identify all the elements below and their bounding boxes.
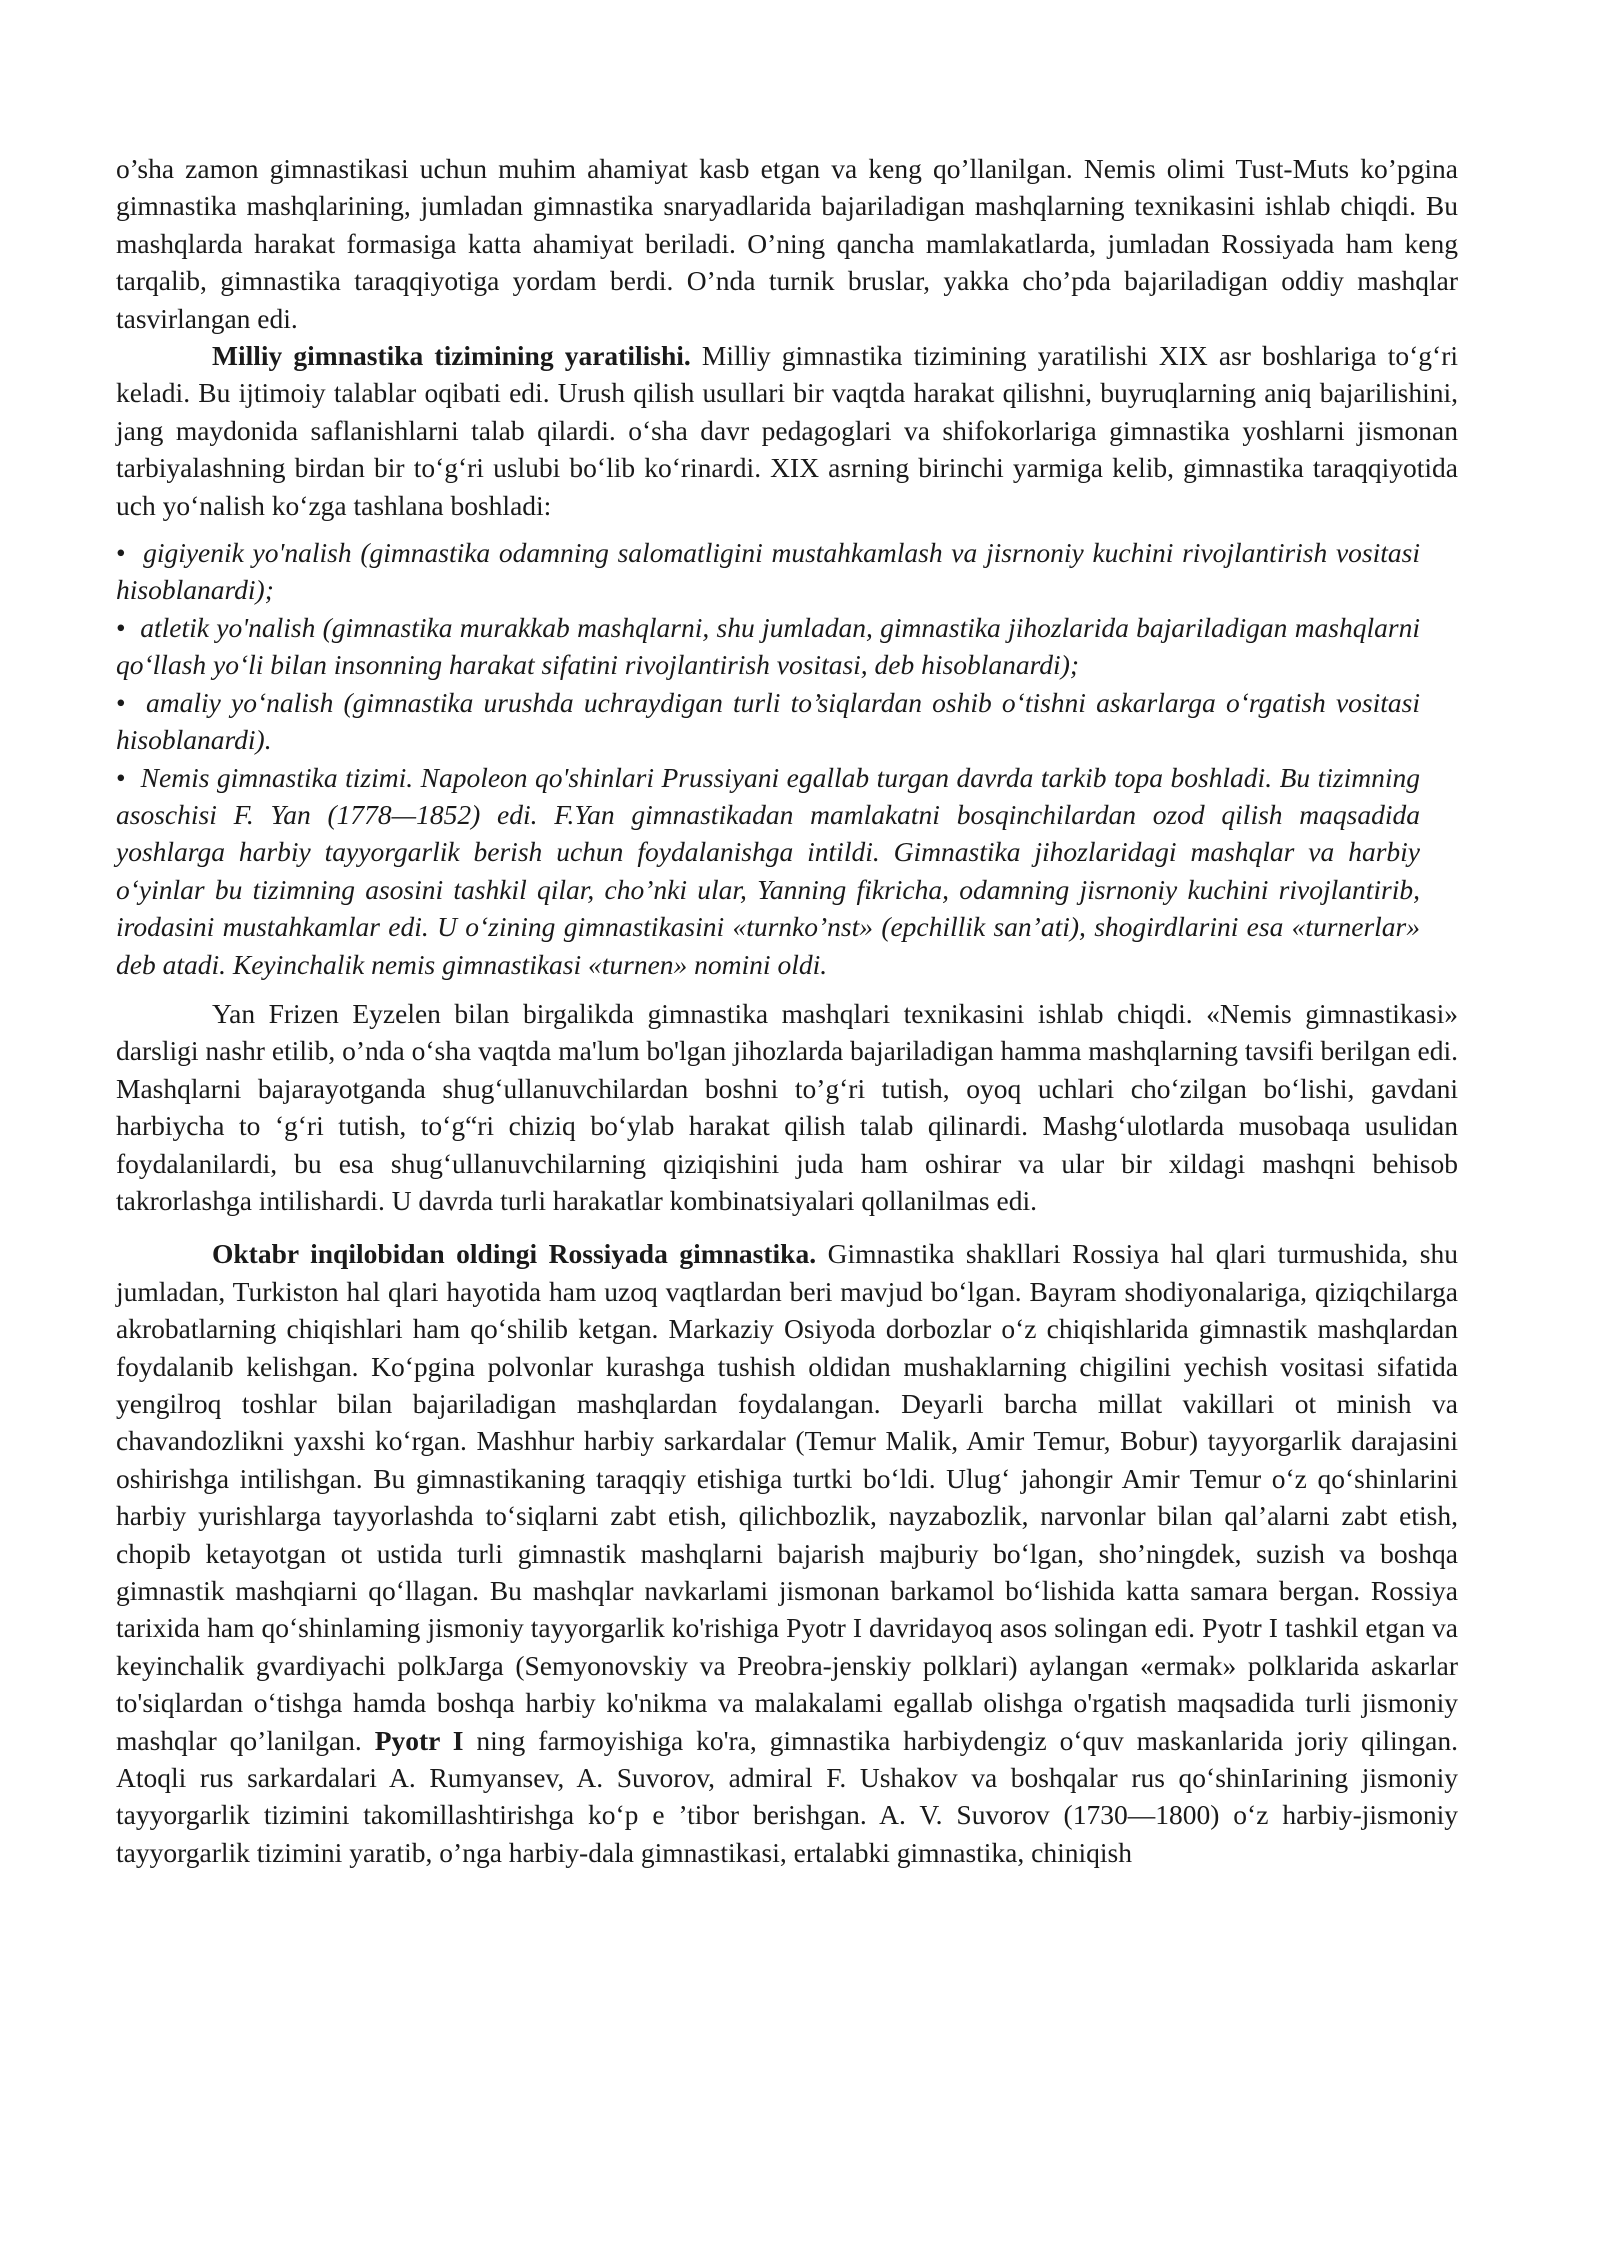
paragraph-intro: o’sha zamon gimnastikasi uchun muhim ahamiyat kasb etgan va keng qo’llanilgan. Nemis olimi Tust-Muts ko’pgina gimnastika mashqlarining, jumladan gimnastika snaryadlarida bajariladigan mashqlarning texnikasini ishlab chiqdi. Bu mashqlarda harakat formasiga katta ahamiyat beriladi. O’ning qancha mamlakatlarda, jumladan Rossiyada ham keng tarqalib, gimnastika taraqqiyotiga yordam berdi. O’nda turnik bruslar, yakka cho’pda bajariladigan oddiy mashqlar tasvirlangan edi. [116,153,1458,334]
bullet-list [116,534,1458,983]
section-heading-national-system: Milliy gimnastika tizimining yaratilishi. [212,340,691,372]
list-item-text: Nemis gimnastika tizimi. Napoleon qo'shinlari Prussiyani egallab turgan davrda tarkib topa boshladi. Bu tizimning asoschisi F. Yan (1778—1852) edi. F.Yan gimnastikadan mamlakatni bosqinchilardan ozod qilish maqsadida yoshlarga harbiy tayyorgarlik berish uchun foydalanishga intildi. Gimnastika jihozlaridagi mashqlar va harbiy o‘yinlar bu tizimning asosini tashkil qilar, cho’nki ular, Yanning fikricha, odamning jisrnoniy kuchini rivojlantirib, irodasini mustahkamlar edi. U o‘zining gimnastikasini «turnko’nst» (epchillik san’ati), shogirdlarini esa «turnerlar» deb atadi. Keyinchalik nemis gimnastikasi «turnen» nomini oldi. [116,761,1420,980]
paragraph-national-system [116,337,1458,524]
list-item-text: gigiyenik yo'nalish (gimnastika odamning salomatligini mustahkamlash va jisrnoniy kuchini rivojlantirish vositasi hisoblanardi); [116,537,1420,606]
list-item [116,609,1458,684]
list-item-text: atletik yo'nalish (gimnastika murakkab mashqlarni, shu jumladan, gimnastika jihozlarida bajariladigan mashqlarni qo‘llash yo‘li bilan insonning harakat sifatini rivojlantirish vositasi, deb hisoblanardi); [116,611,1420,681]
document-page [116,150,1458,1871]
paragraph-national-system-text: Milliy gimnastika tizimining yaratilishi XIX asr boshlariga to‘g‘ri keladi. Bu ijtimoiy talablar oqibati edi. Urush qilish usullari bir vaqtda harakat qilishni, buyruqlarning aniq bajarilishini, jang maydonida saflanishlarni talab qilardi. o‘sha davr pedagoglari va shifokorlariga gimnastika yoshlarni jismonan tarbiyalashning birdan bir to‘g‘ri uslubi bo‘lib ko‘rinardi. XIX asrning birinchi yarmiga kelib, gimnastika taraqqiyotida uch yo‘nalish ko‘zga tashlana boshladi: [116,340,1458,521]
section-heading-russia-gymnastics: Oktabr inqilobidan oldingi Rossiyada gimnastika. [212,1238,817,1270]
inline-bold-pyotr: Pyotr I [374,1724,464,1756]
paragraph-russia-text-a: Gimnastika shakllari Rossiya hal qlari turmushida, shu jumladan, Turkiston hal qlari hayotida ham uzoq vaqtlardan beri mavjud bo‘lgan. Bayram shodiyonalariga, qiziqchilarga akrobatlarning chiqishlari ham qo‘shilib ketgan. Markaziy Osiyoda dorbozlar o‘z chiqishlarida gimnastik mashqlardan foydalanib kelishgan. Ko‘pgina polvonlar kurashga tushish oldidan mushaklarning chigilini yechish vositasi sifatida yengilroq toshlar bilan bajariladigan mashqlardan foydalangan. Deyarli barcha millat vakillari ot minish va chavandozlikni yaxshi ko‘rgan. Mashhur harbiy sarkardalar (Temur Malik, Amir Temur, Bobur) tayyorgarlik darajasini oshirishga intilishgan. Bu gimnastikaning taraqqiy etishiga turtki bo‘ldi. Ulug‘ jahongir Amir Temur o‘z qo‘shinlarini harbiy yurishlarga tayyorlashda to‘siqlarni zabt etish, qilichbozlik, nayzabozlik, narvonlar bilan qal’alarni zabt etish, chopib ketayotgan ot ustida turli gimnastik mashqlarni bajarish majburiy bo‘lgan, sho’ningdek, suzish va boshqa gimnastik mashqiarni qo‘llagan. Bu mashqlar navkarlami jismonan barkamol bo‘lishida katta samara bergan. Rossiya tarixida ham qo‘shinlaming jismoniy tayyorgarlik ko'rishiga Pyotr I davridayoq asos solingan edi. Pyotr I tashkil etgan va keyinchalik gvardiyachi polkJarga (Semyonovskiy va Preobra-jenskiy polklari) aylangan «ermak» polklarida askarlar to'siqlardan o‘tishga hamda boshqa harbiy ko'nikma va malakalami egallab olishga o'rgatish maqsadida turli jismoniy mashqlar qo’lanilgan. [116,1238,1458,1756]
bullet-icon: • [116,761,126,793]
paragraph-yan-frizen: Yan Frizen Eyzelen bilan birgalikda gimnastika mashqlari texnikasini ishlab chiqdi. «Nemis gimnastikasi» darsligi nashr etilib, o’nda o‘sha vaqtda ma'lum bo'lgan jihozlarda bajariladigan hamma mashqlarning tavsifi berilgan edi. Mashqlarni bajarayotganda shug‘ullanuvchilardan boshni to’g‘ri tutish, oyoq uchlari cho‘zilgan bo‘lishi, gavdani harbiycha to ‘g‘ri tutish, to‘g“ri chiziq bo‘ylab harakat qilish talab qilinardi. Mashg‘ulotlarda musobaqa usulidan foydalanilardi, bu esa shug‘ullanuvchilarning qiziqishini juda ham oshirar va ular bir xildagi mashqni behisob takrorlashga intilishardi. U davrda turli harakatlar kombinatsiyalari qollanilmas edi. [116,997,1458,1216]
list-item-text: amaliy yo‘nalish (gimnastika urushda uchraydigan turli to’siqlardan oshib o‘tishni askarlarga o‘rgatish vositasi hisoblanardi). [116,686,1420,756]
bullet-icon: • [116,611,126,643]
list-item [116,759,1458,983]
list-item [116,534,1458,609]
paragraph-russia-text-b: ning farmoyishiga ko'ra, gimnastika harbiydengiz o‘quv maskanlarida joriy qilingan. Atoqli rus sarkardalari A. Rumyansev, A. Suvorov, admiral F. Ushakov va boshqalar rus qo‘shinIarining jismoniy tayyorgarlik tizimini takomillashtirishga ko‘p e ’tibor berishgan. A. V. Suvorov (1730—1800) o‘z harbiy-jismoniy tayyorgarlik tizimini yaratib, o’nga harbiy-dala gimnastikasi, ertalabki gimnastika, chiniqish [116,1724,1458,1868]
bullet-icon: • [116,686,126,718]
list-item [116,684,1458,759]
bullet-icon: • [116,537,126,569]
paragraph-russia-gymnastics [116,1235,1458,1871]
